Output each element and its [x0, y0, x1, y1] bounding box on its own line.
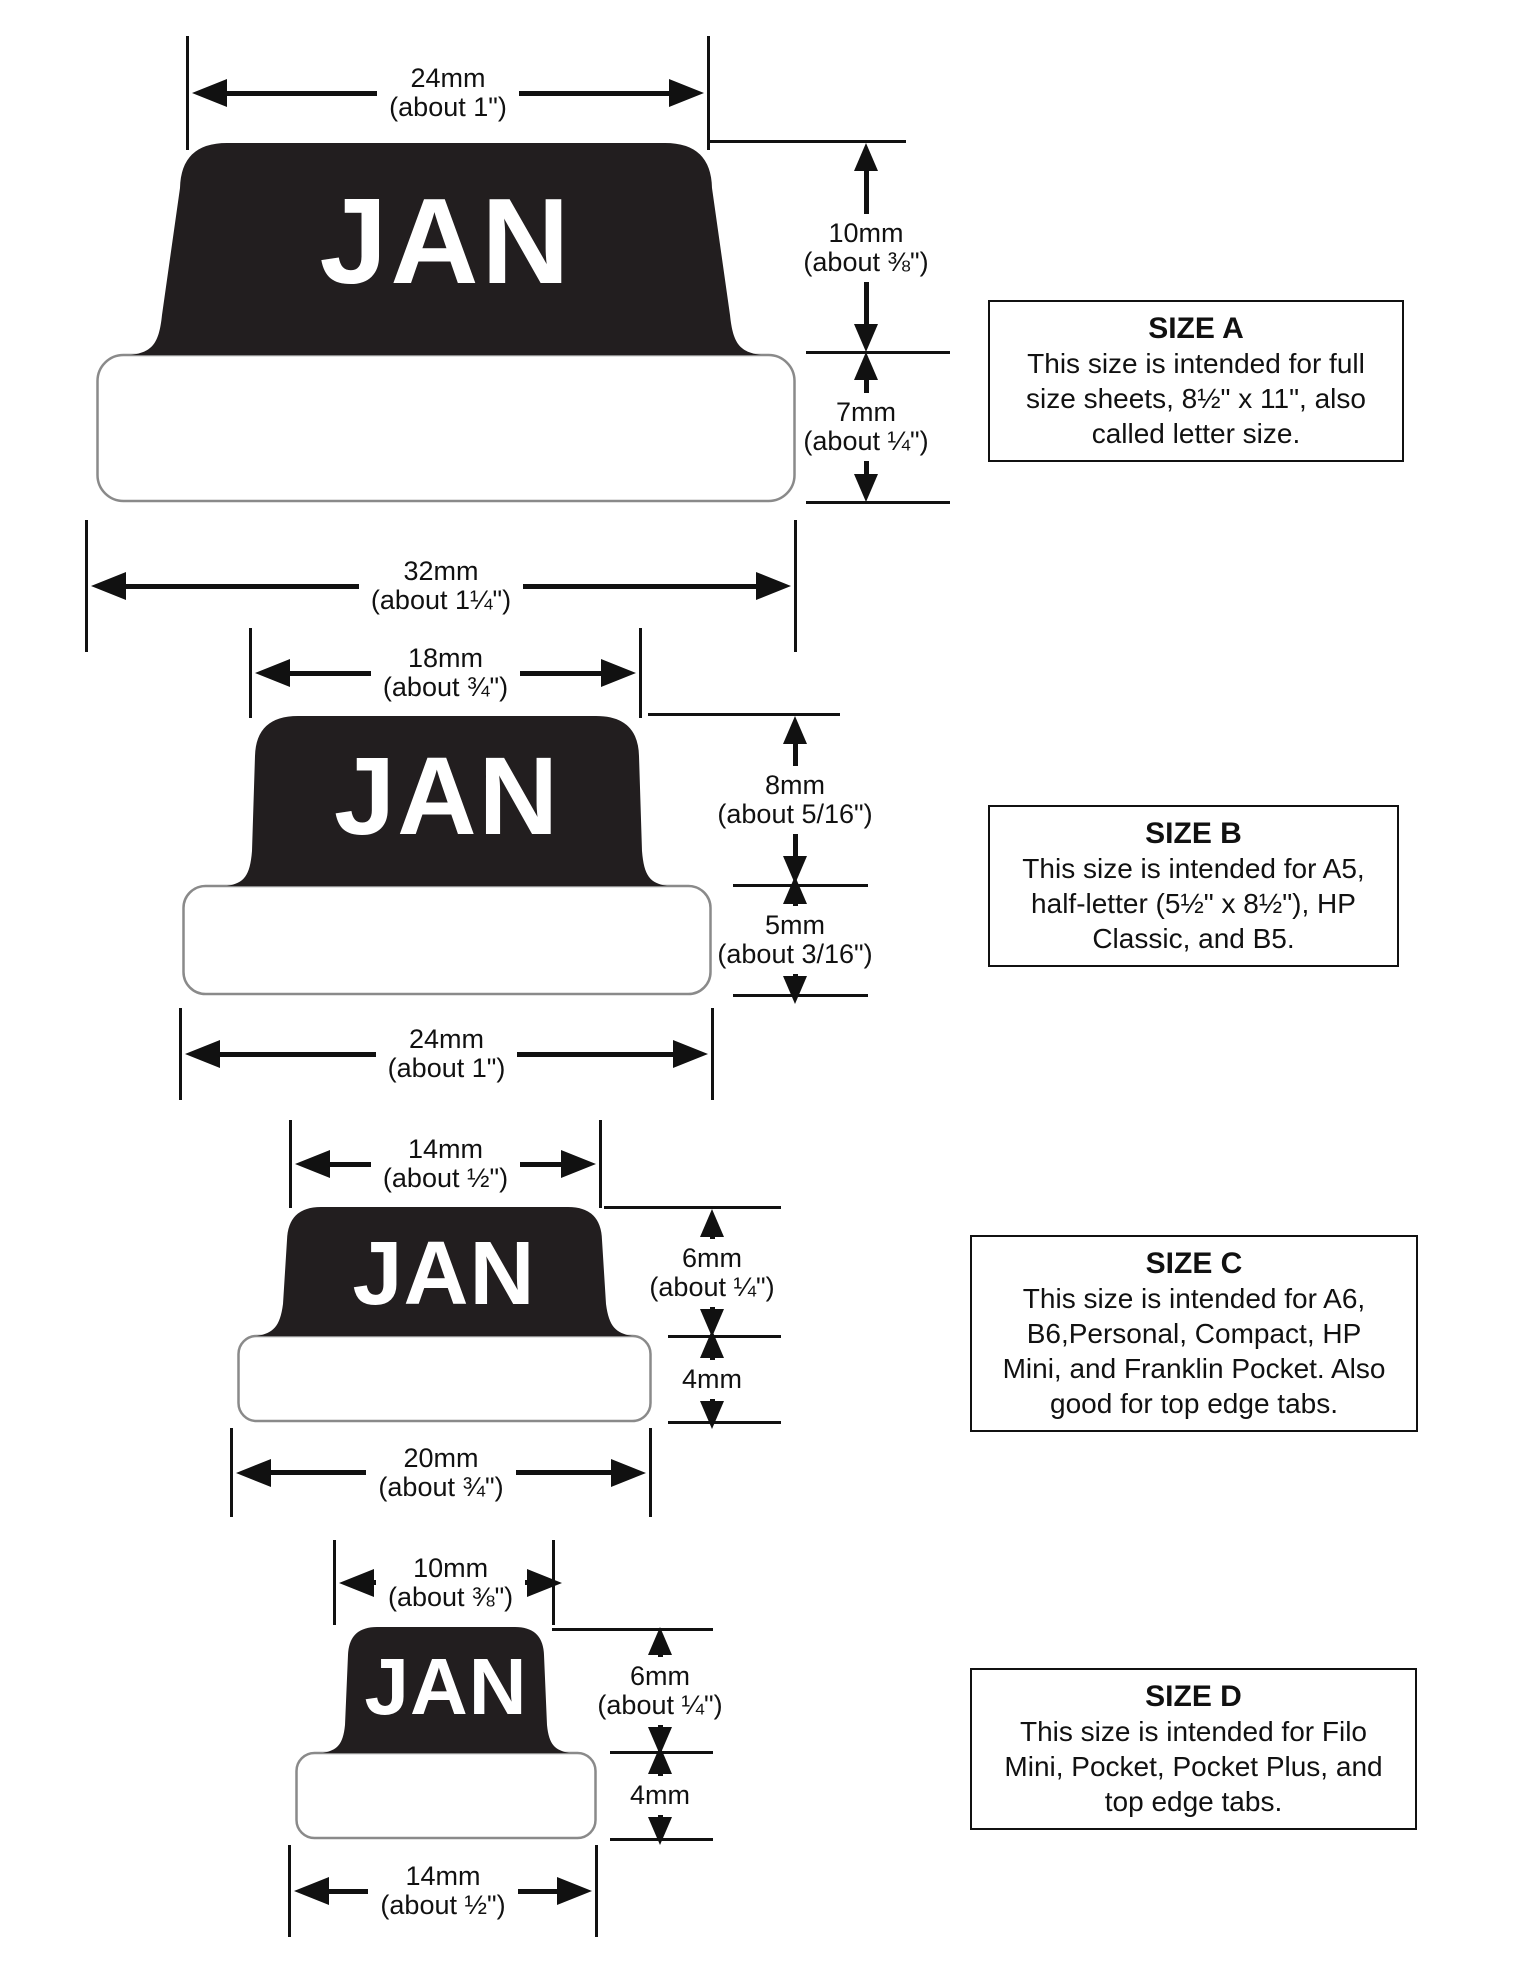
dim-approx: (about ½") — [382, 1163, 509, 1193]
size-d-top-width-dim — [333, 1540, 555, 1625]
tab-a-illustration — [96, 143, 796, 503]
arrowhead-up-icon — [648, 1627, 672, 1655]
dim-tick — [552, 1540, 555, 1625]
arrowhead-left-icon — [192, 79, 227, 107]
jan-label: JAN — [364, 1642, 528, 1731]
size-d-tab-height-dim — [580, 1631, 740, 1751]
arrowhead-right-icon — [669, 79, 704, 107]
info-box-size-b — [988, 805, 1399, 967]
dim-value: 20mm — [403, 1442, 479, 1473]
info-line: top edge tabs. — [1104, 1786, 1283, 1817]
dim-approx: (about 1") — [389, 92, 507, 122]
tab-c-illustration — [237, 1205, 652, 1423]
dim-line — [516, 1470, 611, 1475]
size-c-tab-height-dim — [632, 1209, 792, 1336]
jan-label: JAN — [333, 735, 561, 858]
info-line: Classic, and B5. — [1092, 923, 1295, 954]
dim-value: 6mm — [682, 1242, 742, 1273]
dim-value: 10mm — [828, 217, 904, 248]
arrowhead-left-icon — [295, 1150, 330, 1178]
dim-line — [290, 671, 371, 676]
dim-value: 18mm — [407, 643, 483, 673]
dim-value: 32mm — [403, 556, 479, 586]
dim-approx: (about ¾") — [382, 672, 509, 702]
size-a-tab-height-dim — [786, 143, 946, 352]
dim-approx: (about 1") — [387, 1053, 506, 1083]
info-box-size-a — [988, 300, 1404, 462]
arrowhead-left-icon — [236, 1459, 271, 1487]
size-b-base-height-dim — [715, 884, 875, 996]
dim-line — [520, 1162, 561, 1167]
dim-value: 6mm — [630, 1661, 690, 1691]
arrowhead-up-icon — [783, 876, 807, 904]
arrowhead-down-icon — [700, 1401, 724, 1429]
dim-value: 8mm — [765, 770, 825, 800]
dim-value: 14mm — [407, 1134, 483, 1164]
dim-line — [517, 1052, 673, 1057]
dim-line — [793, 834, 798, 856]
arrowhead-left-icon — [294, 1877, 329, 1905]
dim-approx: (about ¾") — [378, 1471, 504, 1502]
arrowhead-up-icon — [700, 1330, 724, 1358]
info-line: This size is intended for Filo — [1019, 1716, 1368, 1747]
dim-line — [793, 744, 798, 766]
tab-b-base-shape — [184, 886, 711, 994]
size-a-base-height-dim — [786, 352, 946, 502]
dim-line — [864, 171, 869, 214]
dim-value: 14mm — [405, 1861, 481, 1891]
dim-approx: (about 5/16") — [717, 799, 873, 829]
dim-approx: (about ½") — [380, 1890, 506, 1920]
tab-c-base-shape — [239, 1336, 651, 1421]
dim-line — [220, 1052, 376, 1057]
info-line: B6,Personal, Compact, HP — [1026, 1318, 1362, 1349]
arrowhead-right-icon — [756, 572, 791, 600]
dim-line — [864, 461, 869, 474]
arrowhead-up-icon — [648, 1746, 672, 1774]
dim-line — [518, 1889, 557, 1894]
dim-tick — [649, 1428, 652, 1517]
size-c-base-height-dim — [632, 1336, 792, 1422]
arrowhead-down-icon — [854, 474, 878, 502]
dim-tick — [333, 1540, 336, 1625]
size-a-top-width-dim — [186, 36, 710, 150]
tab-d-base-shape — [297, 1753, 596, 1838]
dim-line — [523, 584, 756, 589]
dim-approx: (about ⅜") — [803, 246, 929, 277]
arrowhead-up-icon — [854, 352, 878, 380]
dim-approx: (about 3/16") — [717, 939, 873, 969]
dim-tick — [289, 1120, 292, 1208]
dim-line — [864, 380, 869, 393]
info-line: Mini, and Franklin Pocket. Also — [1002, 1353, 1386, 1384]
dim-tick — [707, 36, 710, 150]
info-line: This size is intended for A5, — [1022, 853, 1365, 884]
size-b-bottom-width-dim — [179, 1008, 714, 1100]
dim-tick — [85, 520, 88, 652]
dim-line — [658, 1774, 663, 1776]
dim-line — [710, 1358, 715, 1360]
arrowhead-left-icon — [255, 659, 290, 687]
dim-tick — [711, 1008, 714, 1100]
arrowhead-right-icon — [561, 1150, 596, 1178]
dim-approx: (about ⅜") — [388, 1581, 514, 1612]
dim-approx: (about 1¼") — [370, 585, 512, 615]
dim-line — [710, 1237, 715, 1239]
info-title: SIZE C — [1145, 1247, 1243, 1280]
jan-label: JAN — [352, 1224, 536, 1324]
dim-line — [330, 1162, 371, 1167]
info-title: SIZE B — [1145, 817, 1242, 850]
info-line: This size is intended for full — [1027, 348, 1365, 379]
size-d-bottom-width-dim — [288, 1845, 598, 1937]
dim-line — [520, 671, 601, 676]
dim-line — [329, 1889, 368, 1894]
dim-tick — [230, 1428, 233, 1517]
arrowhead-left-icon — [91, 572, 126, 600]
dim-value: 10mm — [413, 1552, 489, 1583]
tab-b-illustration — [182, 716, 712, 996]
dim-line — [126, 584, 359, 589]
tab-a-base-shape — [98, 355, 795, 501]
arrowhead-right-icon — [527, 1569, 562, 1597]
dim-line — [658, 1655, 663, 1657]
dim-value: 7mm — [836, 397, 896, 427]
arrowhead-down-icon — [783, 976, 807, 1004]
arrowhead-down-icon — [648, 1817, 672, 1845]
arrowhead-right-icon — [557, 1877, 592, 1905]
dim-tick — [639, 628, 642, 718]
arrowhead-up-icon — [854, 143, 878, 171]
size-c-bottom-width-dim — [230, 1428, 652, 1517]
dim-line — [864, 282, 869, 325]
dim-approx: (about ¼") — [803, 426, 929, 456]
tab-d-illustration — [295, 1625, 597, 1840]
dim-line — [519, 91, 669, 96]
arrowhead-left-icon — [339, 1569, 374, 1597]
dim-approx: (about ¼") — [649, 1271, 775, 1302]
arrowhead-right-icon — [611, 1459, 646, 1487]
info-line: half-letter (5½" x 8½"), HP — [1031, 888, 1356, 919]
dim-tick — [599, 1120, 602, 1208]
dim-value: 4mm — [630, 1779, 690, 1810]
info-line: good for top edge tabs. — [1050, 1388, 1338, 1419]
arrowhead-right-icon — [673, 1040, 708, 1068]
arrowhead-right-icon — [601, 659, 636, 687]
info-box-size-c — [970, 1235, 1418, 1432]
size-d-base-height-dim — [580, 1752, 740, 1838]
arrowhead-down-icon — [854, 324, 878, 352]
dim-approx: (about ¼") — [597, 1690, 723, 1720]
dim-line — [793, 904, 798, 906]
jan-label: JAN — [319, 173, 573, 309]
dim-tick — [186, 36, 189, 150]
dim-value: 5mm — [765, 910, 825, 940]
arrowhead-up-icon — [700, 1209, 724, 1237]
info-line: size sheets, 8½" x 11", also — [1026, 383, 1366, 414]
info-line: This size is intended for A6, — [1022, 1283, 1366, 1314]
dim-value: 24mm — [408, 1024, 484, 1054]
dim-tick — [794, 520, 797, 652]
dim-tick — [249, 628, 252, 718]
dim-tick — [179, 1008, 182, 1100]
arrowhead-up-icon — [783, 716, 807, 744]
dim-line — [227, 91, 377, 96]
info-box-size-d — [970, 1668, 1417, 1830]
info-line: Mini, Pocket, Pocket Plus, and — [1004, 1751, 1383, 1782]
size-c-top-width-dim — [289, 1120, 602, 1208]
info-title: SIZE D — [1145, 1680, 1242, 1713]
dim-line — [271, 1470, 366, 1475]
info-line: called letter size. — [1091, 418, 1301, 449]
info-title: SIZE A — [1148, 312, 1244, 345]
dim-tick — [595, 1845, 598, 1937]
dim-value: 4mm — [682, 1363, 742, 1394]
size-b-top-width-dim — [249, 628, 642, 718]
size-b-tab-height-dim — [715, 716, 875, 884]
arrowhead-left-icon — [185, 1040, 220, 1068]
dim-tick — [288, 1845, 291, 1937]
dim-line — [374, 1580, 376, 1585]
dim-value: 24mm — [410, 63, 486, 93]
